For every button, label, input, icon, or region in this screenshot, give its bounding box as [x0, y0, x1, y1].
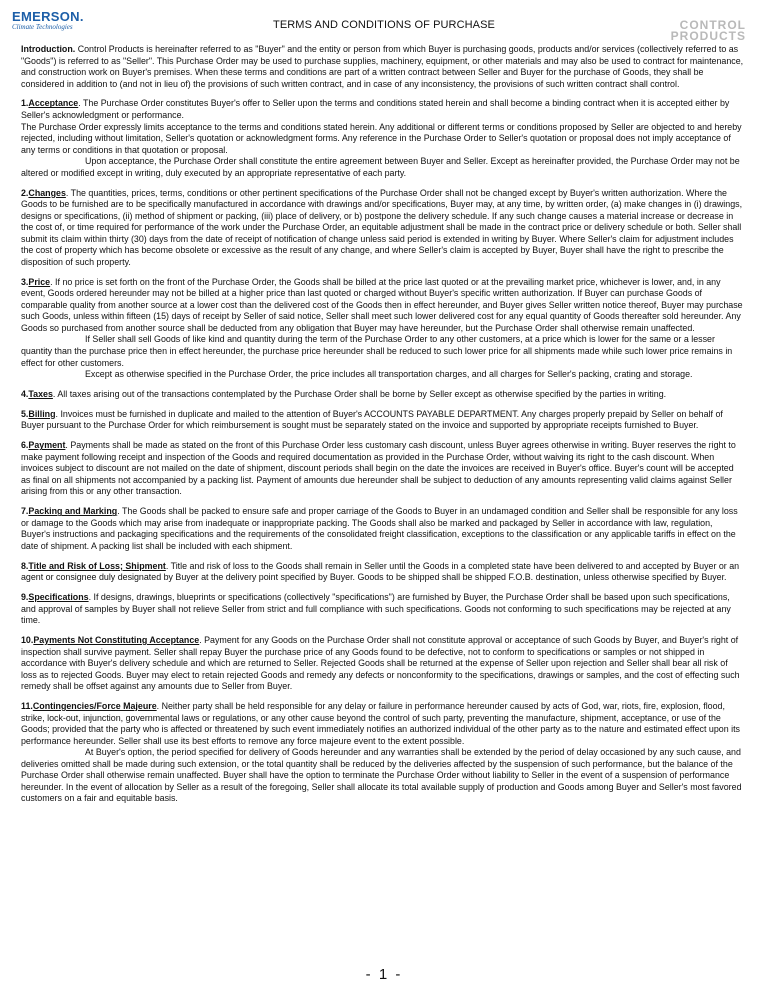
- section-number: 7.: [21, 506, 29, 517]
- terms-section: [21, 701, 744, 805]
- section-heading: Price: [28, 276, 51, 287]
- section-heading: Payment: [28, 440, 66, 451]
- section-paragraph: [21, 369, 744, 381]
- terms-section: [21, 561, 744, 584]
- section-text: . If no price is set forth on the front of the Purchase Order, the Goods shall be billed at the price last quoted or at the prevailing market price, whichever is lower, and, in any event, Goods ordered hereunder may not be billed at a higher price than last quoted or charged without Buyer's specific written authorization. If Buyer can purchase Goods of comparable quality from another source at a lower cost than the delivered cost of the Goods then in effect hereunder, and Buyer gives Seller written notice thereof, Buyer may purchase such Goods, unless within fifteen (15) days of receipt by Seller of said notice, Seller shall meet such lower delivered cost for any equal quantity of Goods thereafter sold hereunder. Any Goods so purchased from another source shall be deducted from any obligation that Buyer may have hereunder, but the Purchase Order shall otherwise remain unaffected.: [21, 276, 743, 333]
- section-number: 11.: [21, 701, 33, 712]
- section-text: . Neither party shall be held responsible for any delay or failure in performance hereunder caused by acts of God, war, riots, fire, explosion, flood, strike, lock-out, injunction, governmental laws or regulations, or any other cause beyond the control of such party, preventing the manufacture, shipment, acceptance, or use of the Goods; provided that the party who is affected or threatened by such event immediately notifies an authorized individual of the other party as to the nature and estimated effect upon its performance hereunder. Seller shall use its best efforts to remove any force majeure event to the extent possible.: [21, 701, 740, 746]
- section-text: . If designs, drawings, blueprints or specifications (collectively "specifications") are furnished by Buyer, the Purchase Order shall be based upon such specifications, and approval of samples by Buyer shall not relieve Seller from strict and full compliance with such specifications. Goods not conforming to such specifications may be rejected at any time.: [21, 592, 731, 626]
- section-paragraph: [21, 122, 744, 157]
- section-heading: Changes: [28, 187, 66, 198]
- section-number: 5.: [21, 408, 29, 419]
- section-number: 9.: [21, 592, 29, 603]
- section-paragraph: [21, 506, 744, 552]
- section-paragraph: [21, 747, 744, 805]
- section-heading: Payments Not Constituting Acceptance: [33, 635, 200, 646]
- section-text: . The quantities, prices, terms, conditions or other pertinent specifications of the Purchase Order shall not be changed except by Buyer's written authorization. Where the Goods to be furnished are to be specifically manufactured in accordance with drawings and/or specifications, Buyer may, at any time, by written order, (a) make changes in (i) drawings, designs or specifications, (ii) method of shipment or packing, (iii) place of delivery, or b) postpone the delivery schedule. If any such change causes a material increase or decrease in the cost of, or time required for performance of the work under the Purchase Order, an equitable adjustment shall be made in the contract price or delivery schedule or both. Seller shall submit its claim within thirty (30) days from the date of receipt of notification of change unless said period is extended in writing by Buyer. Where Seller's claim for adjustment includes the cost of property which has become obsolete or excessive as the result of any change, and where Seller's claim is accepted by Buyer, Buyer shall have the right to prescribe the disposition of such property.: [21, 187, 743, 267]
- section-heading: Acceptance: [28, 98, 79, 109]
- section-text: . Payments shall be made as stated on the front of this Purchase Order less customary cash discount, unless Buyer agrees otherwise in writing. Buyer reserves the right to make payment following receipt and inspection of the Goods and required documentation as provided in the Purchase Order, without waiving its right to the cash discount. When invoices subject to discount are not mailed on the date of shipment, discount periods shall begin on the date the invoices are received in Buyer's office. Buyer's count will be accepted as final on all shipments not accompanied by a packing list. Payment of amounts due hereunder shall be subject to deduction of any amounts representing valid claims against Seller arising from this or any other transaction.: [21, 440, 736, 497]
- section-heading: Billing: [28, 408, 56, 419]
- page-title: TERMS AND CONDITIONS OF PURCHASE: [273, 19, 495, 31]
- section-heading: Title and Risk of Loss; Shipment: [28, 560, 166, 571]
- section-heading: Taxes: [28, 388, 53, 399]
- introduction-lead: Introduction.: [21, 44, 76, 54]
- section-paragraph: [21, 701, 744, 747]
- section-paragraph: [21, 561, 744, 584]
- section-paragraph: [21, 156, 744, 179]
- section-text: . Title and risk of loss to the Goods shall remain in Seller until the Goods in a completed state have been delivered to and accepted by Buyer or an agent or consignee duly designated by Buyer at the delivery point specified by Buyer. Goods to be shipped shall be shipped F.O.B. destination, unless otherwise specified by Buyer.: [21, 560, 740, 583]
- terms-section: [21, 389, 744, 401]
- section-text: The Purchase Order expressly limits acceptance to the terms and conditions stated herein. Any additional or different terms or conditions proposed by Seller are objected to and hereby rejected, including without limitation, Seller's quotation or acknowledgment forms. Any reference in the Purchase Order to Seller's quotation or proposal does not imply acceptance of any terms or conditions in that quotation or proposal.: [21, 121, 742, 155]
- logo-wordmark: EMERSON.: [12, 9, 84, 24]
- section-paragraph: [21, 409, 744, 432]
- section-text: . All taxes arising out of the transactions contemplated by the Purchase Order shall be borne by Seller except as otherwise specified by the parties in writing.: [52, 388, 667, 399]
- section-text: At Buyer's option, the period specified for delivery of Goods hereunder and any warranties shall be extended by the period of delay occasioned by any such cause, and deliveries omitted shall be made during such extension, or the total quantity shall be reduced by the deliveries affected by the suspension of such performance, but the balance of the Purchase Order shall otherwise remain unaffected. Buyer shall have the option to terminate the Purchase Order without liability to Seller in the event of a suspension of performance hereunder. In the event of allocation by Seller as a result of the foregoing, Seller shall allocate its total available supply of production and Goods among Buyer and Seller's most favored customers on a fair and equitable basis.: [21, 747, 742, 804]
- section-number: 2.: [21, 187, 29, 198]
- page-number: - 1 -: [365, 966, 403, 983]
- section-number: 10.: [21, 635, 34, 646]
- terms-section: [21, 98, 744, 179]
- logo-tagline: Climate Technologies: [12, 23, 73, 31]
- terms-section: [21, 592, 744, 627]
- terms-section: [21, 277, 744, 381]
- introduction-section: [21, 44, 744, 90]
- section-text: Except as otherwise specified in the Purchase Order, the price includes all transportation charges, and all charges for Seller's packing, crating and storage.: [85, 369, 693, 380]
- control-products-brand: [671, 20, 746, 42]
- brand-line-2: PRODUCTS: [670, 29, 746, 43]
- section-paragraph: [21, 592, 744, 627]
- section-text: . The Goods shall be packed to ensure safe and proper carriage of the Goods to Buyer in an undamaged condition and Seller shall be responsible for any loss or damage to the Goods which may arise from inadequate or inappropriate packing. The Goods shall also be marked and packaged by Seller in accordance with law, regulation, Buyer's instructions and packaging specifications and the requirements of the consolidated freight classification, exceptions to the classification or any applicable tariffs in effect on the date of shipment. A packing list shall be included with each shipment.: [21, 506, 738, 551]
- section-text: If Seller shall sell Goods of like kind and quantity during the term of the Purchase Order to any other customers, at a price which is lower for the same or a lesser quantity than the purchase price then in effect hereunder, the purchase price hereunder shall be reduced to such lower price for all shipments made while such lower price remains in effect for other customers.: [21, 334, 733, 368]
- section-paragraph: [21, 389, 744, 401]
- introduction-paragraph: [21, 44, 744, 90]
- terms-section: [21, 635, 744, 693]
- section-number: 6.: [21, 440, 29, 451]
- terms-section: [21, 440, 744, 498]
- section-text: . Invoices must be furnished in duplicate and mailed to the attention of Buyer's ACCOUNTS PAYABLE DEPARTMENT. Any charges properly prepaid by Seller on behalf of Buyer pursuant to the Purchase Order for which reimbursement is sought must be separately stated on the invoice and supported by appropriate receipts furnished to Buyer.: [21, 408, 723, 431]
- terms-sections: [21, 98, 744, 805]
- section-paragraph: [21, 440, 744, 498]
- section-number: 1.: [21, 98, 29, 109]
- terms-section: [21, 506, 744, 552]
- section-paragraph: [21, 98, 744, 121]
- section-paragraph: [21, 277, 744, 335]
- section-paragraph: [21, 635, 744, 693]
- section-heading: Contingencies/Force Majeure: [32, 701, 157, 712]
- section-text: . Payment for any Goods on the Purchase Order shall not constitute approval or acceptance of such Goods by Buyer, and Buyer's right of inspection shall survive payment. Seller shall repay Buyer the purchase price of any Goods found to be defective, not to conform to specifications or samples or not shipped in accordance with Buyer's delivery schedule and which are returned to Seller. Rejected Goods shall be returned at the expense of Seller upon rejection and Seller shall bear all risk of loss as to rejected Goods. Buyer may elect to retain rejected Goods and remedy any defects or nonconformity to the specifications, drawings or samples, and the cost of effecting such remedy shall be offset against any amounts due to Seller from Buyer.: [21, 635, 740, 692]
- section-number: 8.: [21, 560, 29, 571]
- section-paragraph: [21, 188, 744, 269]
- section-heading: Packing and Marking: [28, 506, 118, 517]
- section-heading: Specifications: [28, 592, 89, 603]
- section-text: Upon acceptance, the Purchase Order shall constitute the entire agreement between Buyer and Seller. Except as hereinafter provided, the Purchase Order may not be altered or modified except in writing, duly executed by an appropriate representative of each party.: [21, 156, 740, 178]
- terms-body: [21, 44, 744, 813]
- section-text: . The Purchase Order constitutes Buyer's offer to Seller upon the terms and conditions stated herein and shall become a binding contract when it is accepted either by Seller's acknowledgment or performance.: [21, 98, 730, 121]
- section-paragraph: [21, 334, 744, 369]
- terms-section: [21, 188, 744, 269]
- section-number: 3.: [21, 276, 29, 287]
- introduction-text: Control Products is hereinafter referred to as "Buyer" and the entity or person from which Buyer is purchasing goods, products and/or services (collectively referred to as "Goods") is referred to as "Seller". This Purchase Order may be used to purchase supplies, machinery, equipment, or other materials and may also be used to contract for maintenance, and construction work on Buyer's premises. When these terms and conditions are part of a written contract between Seller and Buyer for the purchase of Goods, they shall be considered in addition to (and not in lieu of) the provisions of such written contract, and in case of any inconsistency, the provisions of such written contract shall control.: [21, 44, 744, 89]
- section-number: 4.: [21, 388, 29, 399]
- terms-section: [21, 409, 744, 432]
- brand-line-1: CONTROL: [679, 18, 746, 32]
